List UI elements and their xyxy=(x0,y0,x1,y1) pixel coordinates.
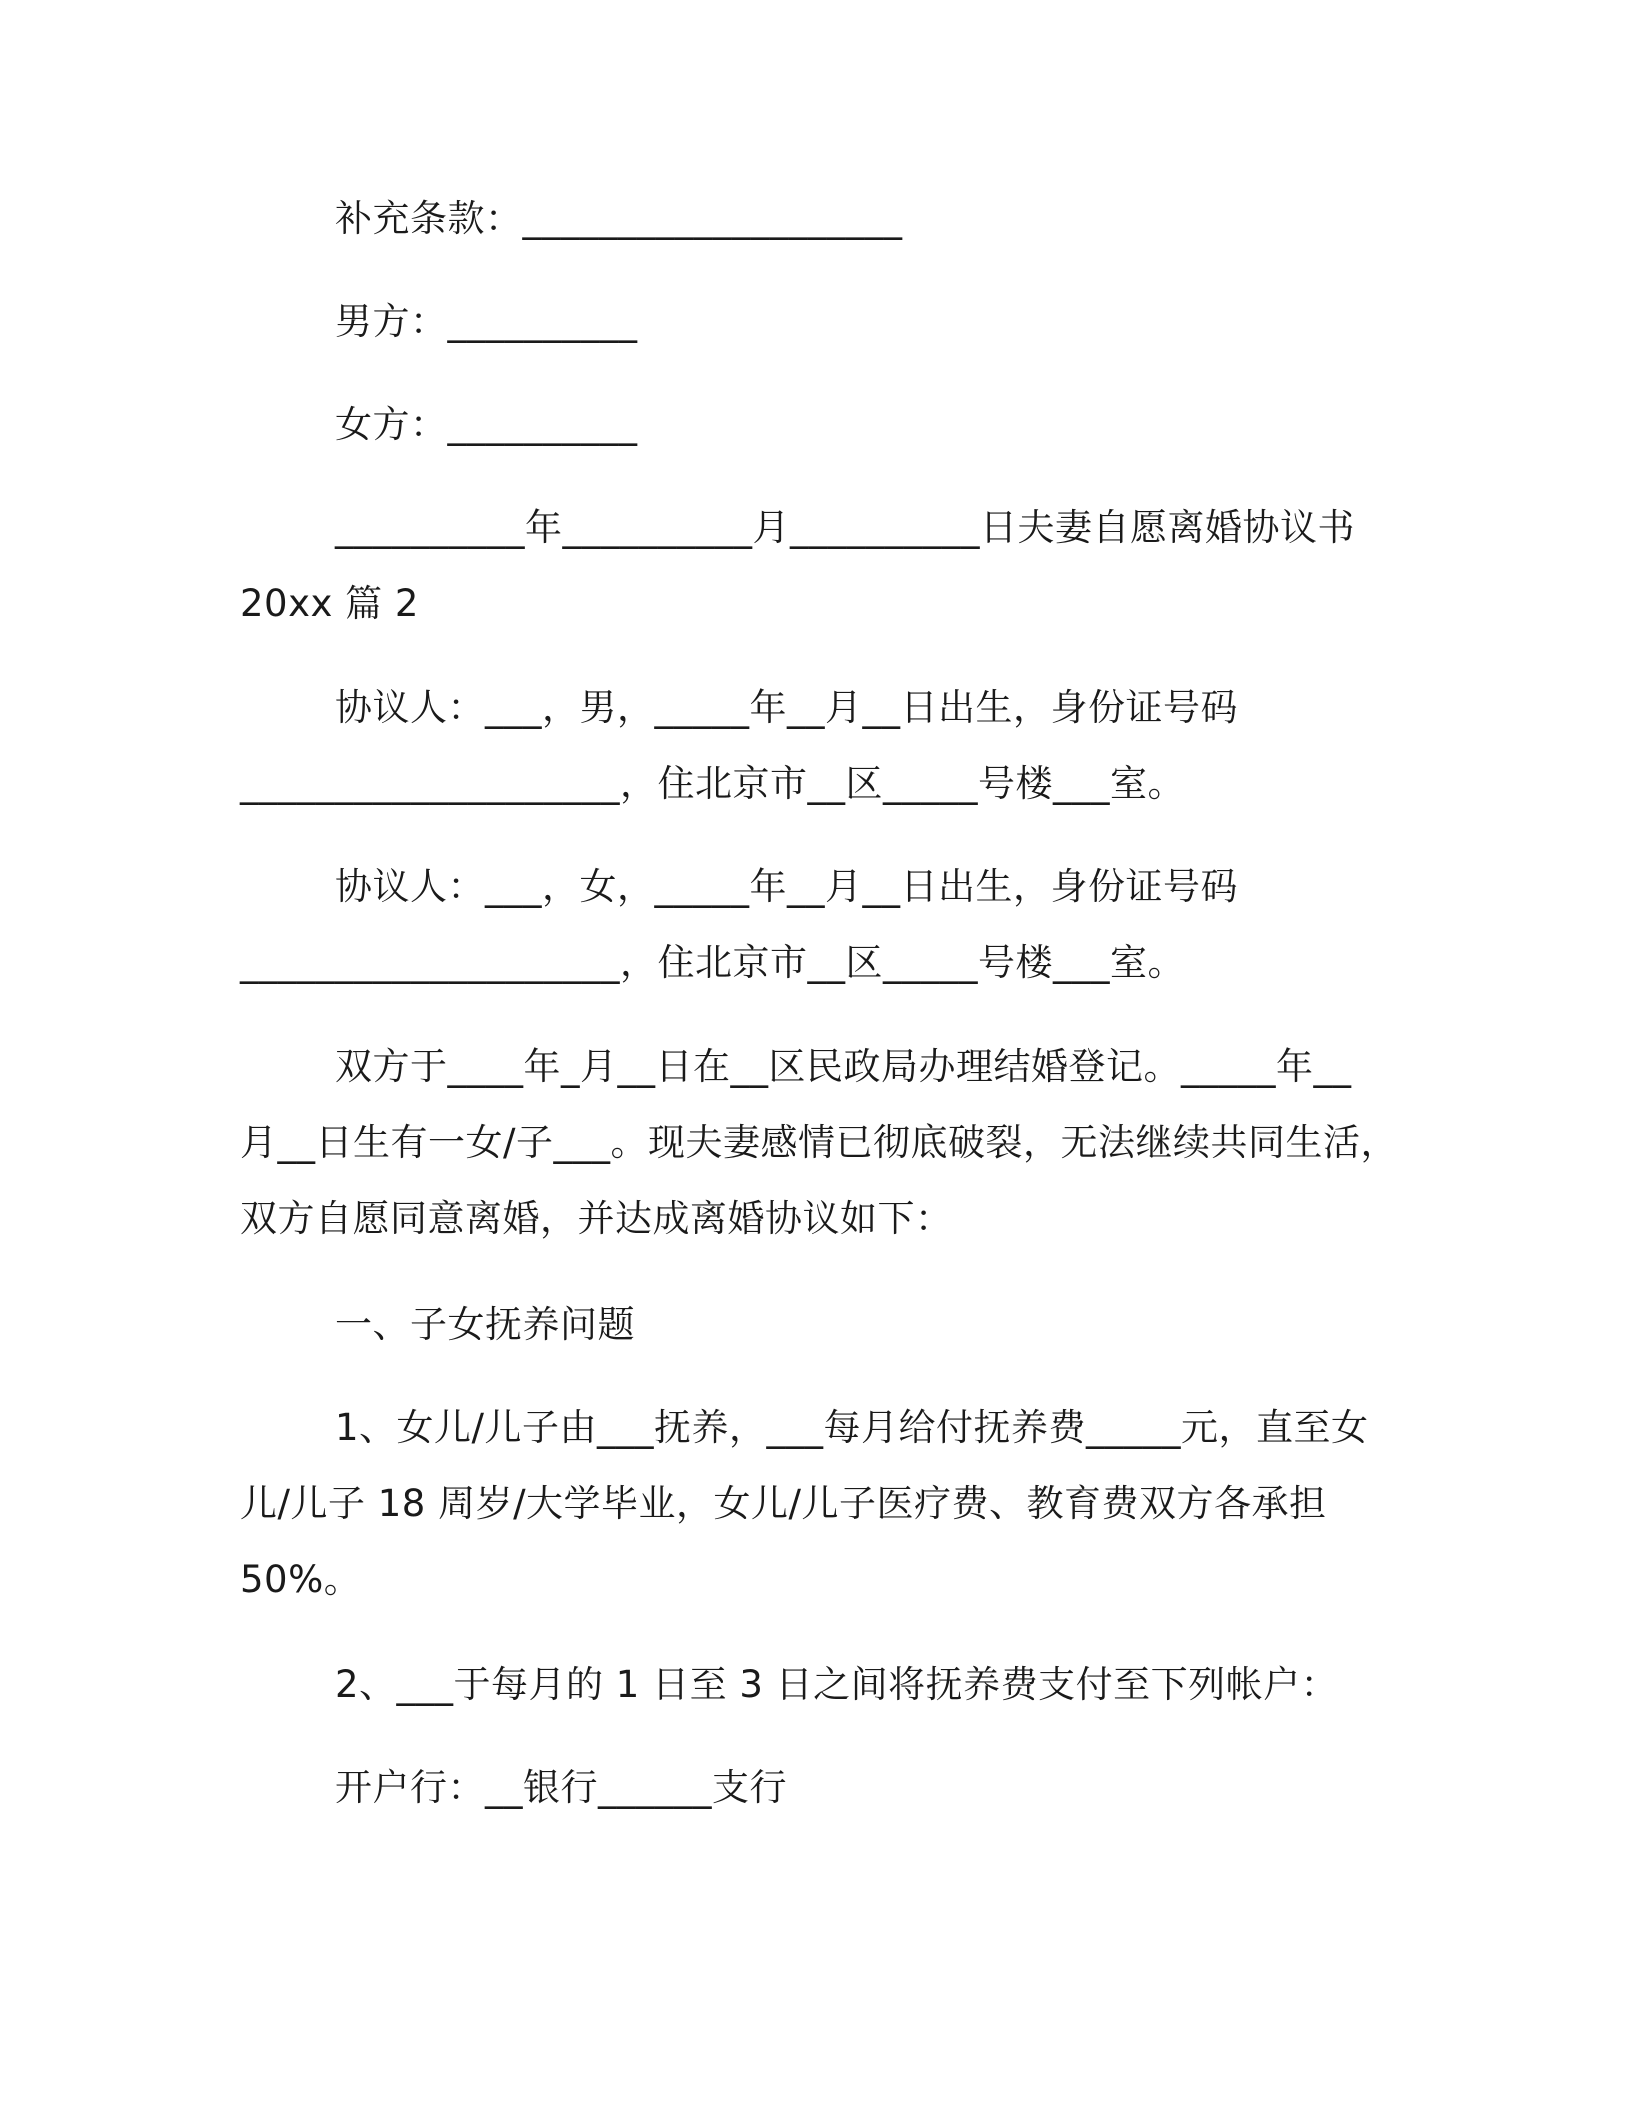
clause-1-line-2: 儿/儿子 18 周岁/大学毕业，女儿/儿子医疗费、教育费双方各承担 xyxy=(240,1482,1327,1525)
party-female-line-2: ____________________，住北京市__区_____号楼___室。 xyxy=(240,941,1185,984)
marriage-paragraph-line-2: 月__日生有一女/子___。现夫妻感情已彻底破裂，无法继续共同生活， xyxy=(240,1121,1398,1164)
section-heading-child-custody: 一、子女抚养问题 xyxy=(335,1303,635,1346)
title-continuation: 20xx 篇 2 xyxy=(240,582,419,625)
marriage-paragraph-line-3: 双方自愿同意离婚，并达成离婚协议如下： xyxy=(240,1197,953,1240)
clause-1-line-3: 50%。 xyxy=(240,1558,362,1601)
clause-1-line-1: 1、女儿/儿子由___抚养，___每月给付抚养费_____元，直至女 xyxy=(335,1406,1369,1449)
date-title-line: __________年__________月__________日夫妻自愿离婚协议书 xyxy=(335,506,1355,549)
female-party-signature-line: 女方：__________ xyxy=(335,403,638,446)
party-male-line-2: ____________________，住北京市__区_____号楼___室。 xyxy=(240,762,1185,805)
clause-2-line: 2、___于每月的 1 日至 3 日之间将抚养费支付至下列帐户： xyxy=(335,1663,1339,1706)
male-party-signature-line: 男方：__________ xyxy=(335,300,638,343)
party-female-line-1: 协议人：___，女，_____年__月__日出生，身份证号码 xyxy=(335,865,1238,908)
bank-line: 开户行：__银行______支行 xyxy=(335,1766,787,1809)
supplementary-clause-line: 补充条款：____________________ xyxy=(335,197,903,240)
party-male-line-1: 协议人：___，男，_____年__月__日出生，身份证号码 xyxy=(335,686,1238,729)
marriage-paragraph-line-1: 双方于____年_月__日在__区民政局办理结婚登记。_____年__ xyxy=(335,1045,1352,1088)
